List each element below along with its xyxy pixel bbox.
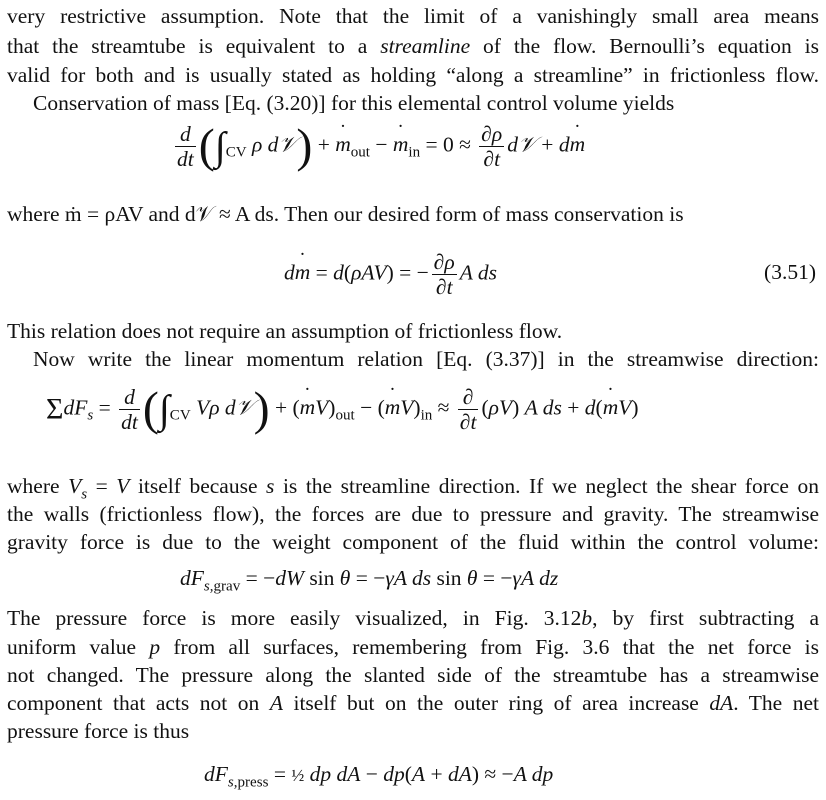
paragraph-line: The pressure force is more easily visualized, in Fig. 3.12b, by first subtracting a [7,606,819,630]
paragraph-line: gravity force is due to the weight component of the fluid within the control volume: [7,530,819,554]
paragraph-line: where $V_s = V$ itself because s is the streamline direction. If we neglect the shear force on [7,474,819,503]
paragraph-line: not changed. The pressure along the slanted side of the streamtube has a streamwise [7,663,819,687]
paragraph-line: This relation does not require an assumption of frictionless flow. [7,319,563,343]
paragraph-line: component that acts not on A itself but on the outer ring of area increase dA. The net [7,691,820,715]
equation-3-51: dm ˙ = d(ρAV) = − $\frac{\partial\rho}{\partial t}$ A ds [284,250,497,299]
equation-pressure-force: $dF_{s,press}$ = ½ dp dA − dp(A + dA) ≈ −A dp [204,762,554,791]
paragraph-line: that the streamtube is equivalent to a streamline of the flow. Bernoulli’s equation is [7,34,819,58]
equation-gravity-force: $dF_{s,grav} = -dW$ sin θ = −γA ds sin θ = −γA dz [180,566,559,595]
paragraph-line: pressure force is thus [7,719,190,743]
equation-number: (3.51) [764,260,816,284]
paragraph-line: where ṁ = ρAV and d𝒱 ≈ A ds. Then our desired form of mass conservation is [7,202,684,226]
paragraph-line: valid for both and is usually stated as holding “along a streamline” in frictionless flow. [7,63,819,87]
equation-momentum: ΣdF$_s$ = $\frac{d}{dt}$ ($\int_{CV}$ Vρ d𝒱) + (m $˙V)_{out} - (m$ $˙V)_{in}$ ≈ $\frac{\partial}{\partial t}$ (ρV) A ds + d(m ˙V) [46,385,639,434]
paragraph-line: very restrictive assumption. Note that the limit of a vanishingly small area means [7,4,819,28]
paragraph-line: Conservation of mass [Eq. (3.20)] for this elemental control volume yields [33,91,675,115]
paragraph-line: the walls (frictionless flow), the forces are due to pressure and gravity. The streamwise [7,502,819,526]
equation-mass-conservation: $\frac{d}{dt}$ ($\int_{CV}$ ρ d𝒱) + m $˙_{out} - m$ $˙_{in} = 0$ ≈ $\frac{\partial\rho}{\partial t}$ d𝒱 + dm ˙ [172,122,585,171]
paragraph-line: Now write the linear momentum relation [Eq. (3.37)] in the streamwise direction: [33,347,819,371]
paragraph-line: uniform value p from all surfaces, remembering from Fig. 3.6 that the net force is [7,635,819,659]
